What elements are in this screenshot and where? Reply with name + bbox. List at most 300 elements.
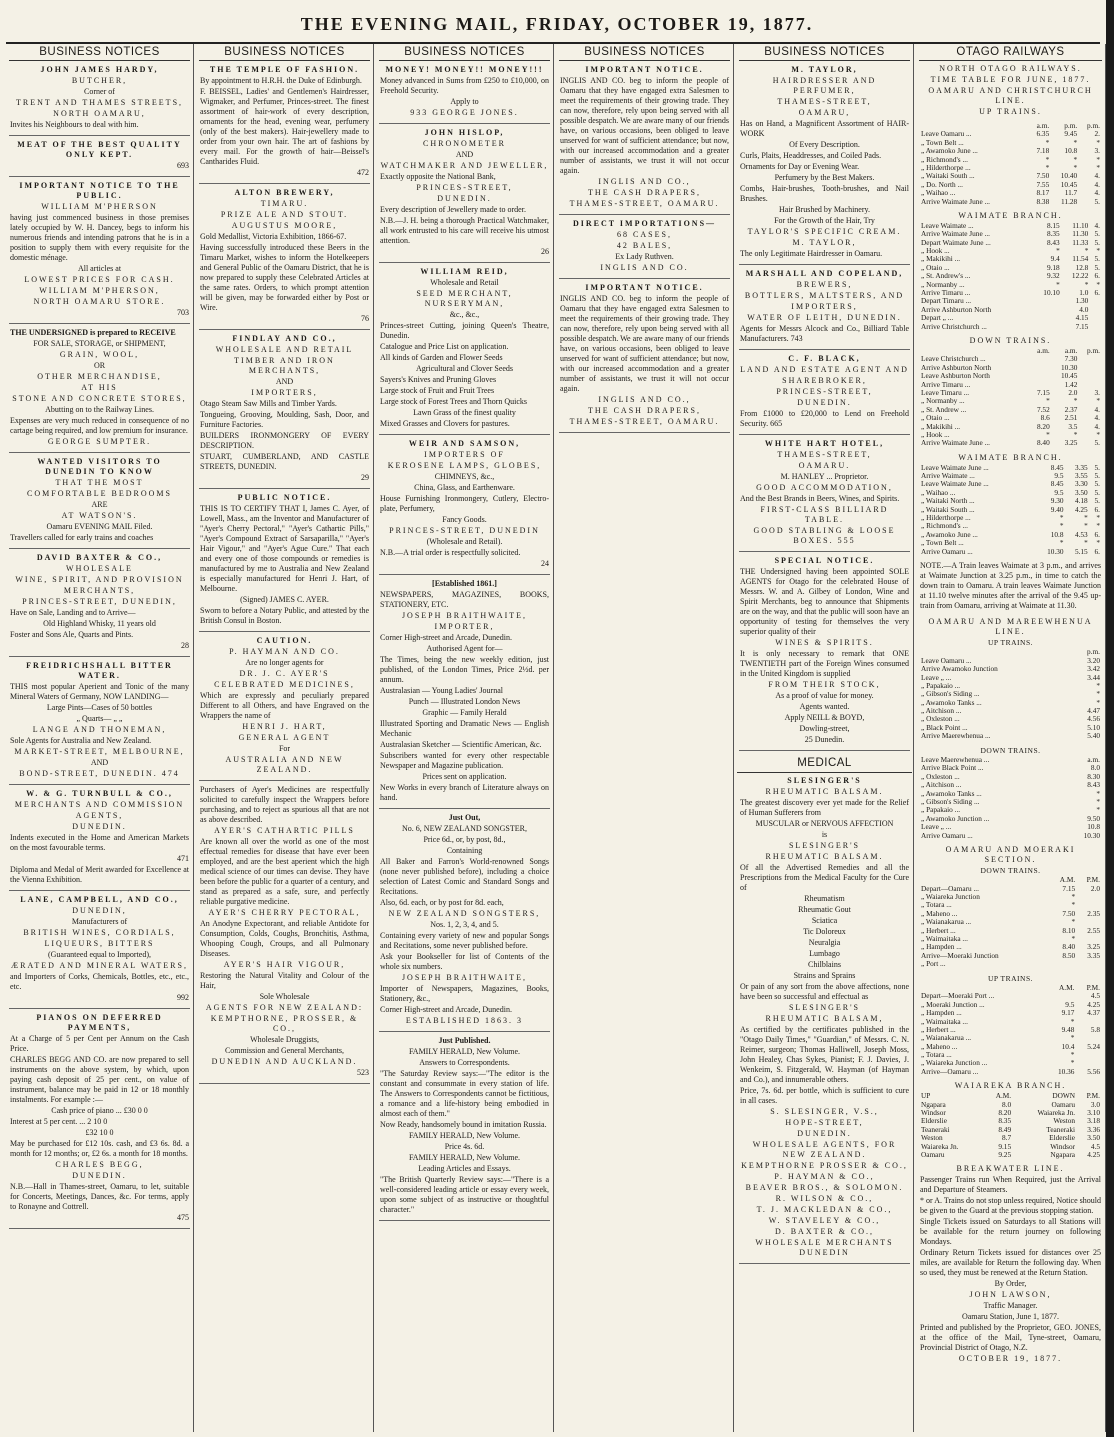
timetable-cell: Leave Oamaru ... [921, 129, 972, 139]
timetable-cell: 10.40 [1060, 171, 1078, 181]
timetable-cell: * [1071, 892, 1076, 902]
ad-line: THIS most popular Aperient and Tonic of the many Mineral Waters of Germany, NOW LANDING— [10, 682, 189, 701]
ad-line: Price, 7s. 6d. per bottle, which is sufficient to cure in all cases. [740, 1086, 909, 1106]
timetable-cell: 7.15 [1036, 387, 1050, 397]
section-heading: MEDICAL [737, 754, 912, 773]
timetable-cell: Arrive Black Point ... [921, 763, 984, 773]
timetable-cell: „ Waihao ... [921, 487, 956, 497]
timetable-cell: „ Papakaio ... [921, 805, 961, 815]
timetable-cell: 8.6 [1040, 413, 1050, 423]
timetable-cell: 3.42 [1087, 664, 1100, 674]
column-heading: BUSINESS NOTICES [9, 44, 190, 61]
timetable-title: DOWN TRAINS. [969, 335, 1052, 345]
timetable-row [920, 960, 1101, 968]
ad-line: JOSEPH BRAITHWAITE, [401, 611, 528, 620]
timetable-cell: Ngapara [921, 1099, 946, 1109]
advertisement [739, 61, 910, 265]
column-heading: BUSINESS NOTICES [559, 44, 730, 61]
timetable-cell: „ Hilderthorpe ... [921, 162, 971, 172]
timetable-cell: 9.18 [1046, 262, 1060, 272]
timetable-cell: * [1096, 396, 1100, 406]
timetable-cell [1032, 323, 1061, 331]
ad-line: and Importers of Corks, Chemicals, Bottles, etc., etc., etc. [10, 972, 189, 991]
ad-line: INGLIS AND CO., [598, 395, 691, 404]
ad-line: HOPE-STREET, [785, 1118, 864, 1128]
timetable-cell: * [1073, 396, 1078, 406]
timetable-cell: Teaneraki [1046, 1124, 1076, 1134]
timetable-cell: 10.4 [1061, 1041, 1075, 1051]
ad-line: PUBLIC NOTICE. [237, 493, 332, 502]
timetable-cell: Arrive Christchurch ... [921, 321, 987, 331]
ad-line: PRINCES-STREET, DUNEDIN, [22, 597, 177, 606]
timetable-cell: 8.45 [1050, 479, 1064, 489]
timetable-cell: 5. [1094, 471, 1100, 481]
advertisement [199, 61, 370, 184]
ad-line: PRIZE ALE AND STOUT. [220, 210, 349, 219]
timetable-cell [1078, 372, 1101, 380]
timetable-cell [1032, 306, 1061, 314]
ad-line: BUTCHER, [71, 76, 128, 85]
timetable-cell: Waiareka Jn. [921, 1141, 959, 1151]
ad-line: Graphic — Family Herald [422, 708, 507, 717]
ad-line: FROM THEIR STOCK, [768, 680, 881, 689]
timetable-cell: 9.15 [998, 1141, 1012, 1151]
timetable-note: NOTE.—A Train leaves Waimate at 3 p.m., and arrives at Waimate Junction at 3.25 p.m., in time to catch the down train to Oamaru. A train leaves Waimate Junction at 11.10 twelve minutes after the arrival of the 9.45 up-train from Oamaru, arriving at Waimate at 11.30. [920, 560, 1101, 610]
timetable-cell: 8.10 [1062, 925, 1076, 935]
column-1 [6, 44, 194, 1432]
ad-line: AGENTS, [75, 811, 124, 820]
masthead: THE EVENING MAIL, FRIDAY, OCTOBER 19, 1877. [300, 14, 814, 34]
ad-line: WHOLESALE AGENTS, FOR NEW ZEALAND. [752, 1140, 897, 1160]
ad-line: DUNEDIN. [437, 194, 492, 203]
page-edge [1106, 0, 1114, 1437]
ad-line: F. BEISSEL, Ladies' and Gentlemen's Hairdresser, Wigmaker, and Perfumer, Princes-street. The finest assortment of hair-work of every description, ornaments for the head, evening wear, perfumery (only of the best makers). Hair-jewellery made to order from your own hair. The art of fashions by every mail. For the growth of hair—Beissel's Cantharides Fluid. [200, 87, 369, 166]
timetable-cell: 11.28 [1061, 196, 1078, 206]
ad-line: Illustrated Sporting and Dramatic News — English Mechanic [380, 719, 549, 738]
ad-line: INGLIS AND CO. [600, 263, 689, 272]
timetable-cell: Oamaru [1051, 1099, 1076, 1109]
ad-line: WILLIAM REID, [420, 267, 509, 276]
ad-line: Exactly opposite the National Bank, [380, 172, 496, 181]
timetable-cell: 7.50 [1036, 171, 1050, 181]
advertisement [739, 350, 910, 435]
timetable-cell: 10.30 [1047, 546, 1064, 556]
timetable-row [920, 1068, 1101, 1076]
timetable-cell: 4. [1094, 404, 1100, 414]
timetable-cell: „ Town Belt ... [921, 538, 964, 548]
advertisement [9, 785, 190, 891]
timetable-cell: 6. [1094, 271, 1100, 281]
timetable-cell: 4.18 [1074, 496, 1088, 506]
timetable-cell: 2.55 [1087, 925, 1100, 935]
timetable-section [919, 558, 1102, 614]
timetable-cell: 10.36 [1058, 1066, 1075, 1076]
ad-line: CHARLES BEGG AND CO. are now prepared to sell instruments on the above system, by which, upon paying cash deposit of 25 per cent., on value of instrument, balance may be paid in 12 or 18 monthly instalments. For example :— [10, 1055, 189, 1104]
ad-line: WHITE HART HOTEL, [764, 439, 885, 448]
timetable-cell [1029, 355, 1051, 363]
ad-line: "The British Quarterly Review says:—"There is a well-considered leading article or essay every week, upon some subject of as instructive or thoughtful character." [380, 1175, 549, 1214]
ad-line: Gold Medallist, Victoria Exhibition, 1866-67. [200, 232, 347, 241]
timetable-cell: Elderslie [921, 1116, 947, 1126]
ad-line: 42 BALES, [616, 241, 673, 250]
ad-line: SLESINGER'S [787, 776, 862, 786]
timetable-cell: 5. [1094, 254, 1100, 264]
timetable-cell: Depart—Moeraki Port ... [921, 991, 995, 1001]
ad-line: ARE [91, 500, 108, 509]
timetable-cell: * [1096, 796, 1100, 806]
ad-line: S. SLESINGER, V.S., [770, 1107, 879, 1117]
ad-line: T. J. MACKLEDAN & CO., [756, 1205, 893, 1215]
ad-line: Are no longer agents for [245, 658, 324, 667]
timetable-cell: * [1084, 521, 1088, 531]
timetable-cell: 3.44 [1087, 672, 1100, 682]
timetable-cell: „ Maheno ... [921, 908, 958, 918]
timetable-section [919, 450, 1102, 558]
ad-line: Having successfully introduced these Beers in the Timaru Market, wishes to inform the Hotelkeepers and General Public of the Oamaru District, that he is now prepared to supply these Celebrated Articles at the same rates. Orders, to which prompt attention will be given, may be forwarded either by Post or Wire. [200, 243, 369, 312]
ad-line: An Anodyne Expectorant, and reliable Antidote for Consumption, Colds, Coughs, Bronchitis, Asthma, Whooping Cough, Croups, and all Pulmonary Diseases. [200, 919, 369, 958]
ad-line: IMPORTER, [434, 622, 495, 631]
timetable-cell: * [1059, 513, 1064, 523]
timetable-cell: 5. [1094, 479, 1100, 489]
timetable-cell: 4.25 [1074, 504, 1088, 514]
ad-line: 472 [357, 168, 369, 177]
timetable-cell: Weston [921, 1133, 943, 1143]
ad-line: HENRI J. HART, [242, 722, 327, 731]
timetable-cell: 9.45 [1064, 129, 1078, 139]
ad-line: DUNEDIN. [72, 822, 127, 831]
column-2 [196, 44, 374, 1432]
ad-line: INGLIS AND CO. beg to inform the people of Oamaru that they have engaged extra Salesmen to meet the requirements of their growing trade. They can now, therefore, rely upon being served with all possible despatch. We are aware many of our friends have, on various occasions, been obliged to leave unserved for want of sufficient attendance; but now, with our increased accommodation and a greater number of assistants, we trust it will not occur again. [560, 76, 729, 175]
timetable-cell: 8.35 [998, 1116, 1012, 1126]
ad-line: KEMPTHORNE, PROSSER, & CO., [210, 1014, 359, 1033]
timetable-cell: 3.25 [1087, 942, 1100, 952]
ad-line: Lumbago [809, 949, 840, 959]
timetable-cell: a.m. [1036, 121, 1050, 130]
timetable-cell: Waiareka Jn. [1037, 1108, 1076, 1118]
ad-line: WANTED VISITORS TO DUNEDIN TO KNOW [37, 457, 162, 476]
ad-line: TIMBER AND IRON MERCHANTS, [234, 356, 335, 375]
timetable-cell: 8.43 [1046, 237, 1060, 247]
ad-line: DUNEDIN AND AUCKLAND. [211, 1057, 358, 1066]
ad-line: Are known all over the world as one of the most effectual remedies for disease that have ever been employed, and are the best aperient which the high medical science of our times can devise. They have been before the public for a quarter of a century, and stand as prepared as a safe, sure, and perfectly reliable purgative medicine. [200, 837, 369, 906]
timetable-cell [1029, 372, 1051, 380]
timetable-cell: a.m. [1037, 345, 1050, 355]
timetable-cell: „ Gibson's Siding ... [921, 796, 980, 806]
timetable-cell: * [1096, 788, 1100, 798]
timetable-cell: „ Oxleston ... [921, 771, 960, 781]
timetable-cell: 8.45 [1050, 462, 1064, 472]
timetable-cell: 4. [1094, 171, 1100, 181]
ad-line: Diploma and Medal of Merit awarded for Excellence at the Vienna Exhibition. [10, 865, 189, 884]
ad-line: Nos. 1, 2, 3, 4, and 5. [430, 920, 499, 929]
advertisement [9, 324, 190, 453]
timetable-cell: 3.35 [1087, 950, 1100, 960]
ad-line: Rheumatic Gout [798, 905, 851, 915]
ad-line: 475 [177, 1213, 189, 1222]
ad-line: KEMPTHORNE PROSSER & CO., [741, 1161, 908, 1171]
timetable-cell: * [1070, 1033, 1075, 1043]
timetable-cell: 10.10 [1043, 288, 1060, 298]
ad-line: Price 4s. 6d. [444, 1142, 485, 1151]
timetable-cell: * [1059, 538, 1064, 548]
timetable-cell: 4.0 [1079, 304, 1089, 314]
timetable [920, 464, 1101, 556]
ad-line: The only Legitimate Hairdresser in Oamaru. [740, 249, 883, 258]
ad-line: Commission and General Merchants, [224, 1046, 345, 1055]
timetable-cell: 5.40 [1087, 731, 1100, 741]
column-5 [736, 44, 914, 1432]
ad-line: C. F. BLACK, [788, 354, 861, 363]
timetable-cell [1032, 297, 1061, 305]
ad-line: Otago Steam Saw Mills and Timber Yards. [200, 399, 337, 408]
advertisement [559, 215, 730, 279]
timetable-cell: 4. [1094, 188, 1100, 198]
ad-line: CAUTION. [256, 636, 313, 645]
timetable-cell: 4.37 [1087, 1008, 1100, 1018]
ad-line: THE CASH DRAPERS, [588, 188, 701, 197]
timetable-cell [1089, 297, 1101, 305]
timetable-cell: „ Waitaki North ... [921, 496, 975, 506]
timetable-cell: Depart—Oamaru ... [921, 883, 979, 893]
ad-line: JOHN JAMES HARDY, [40, 65, 159, 74]
timetable-cell: * [1056, 246, 1060, 256]
ad-line: PIANOS ON DEFERRED PAYMENTS, [36, 1013, 163, 1032]
timetable-subtitle: DOWN TRAINS. [980, 865, 1041, 875]
ad-line: 471 [177, 854, 189, 863]
timetable-subtitle: UP TRAINS. [987, 637, 1033, 647]
timetable-cell: 4.56 [1087, 714, 1100, 724]
timetable-note: Oamaru Station, June 1, 1877. [961, 1312, 1060, 1322]
timetable-cell: „ Do. North ... [921, 179, 963, 189]
timetable-cell: * [1071, 917, 1076, 927]
ad-line: All Baker and Farron's World-renowned Songs (none never published before), including a choice selection of Latest Comic and Standard Songs and Recitations. [380, 857, 549, 896]
timetable-cell: 8.35 [1046, 229, 1060, 239]
ad-line: R. WILSON & CO., [775, 1194, 874, 1204]
ad-line: Tic Doloreux [803, 927, 846, 937]
ad-line: Fancy Goods. [442, 515, 487, 524]
timetable-row [920, 439, 1101, 447]
timetable-cell: „ Totara ... [921, 1050, 952, 1060]
ad-line: Importer of Newspapers, Magazines, Books, Stationery, &c., [380, 984, 549, 1003]
ad-line: 29 [361, 473, 369, 482]
ad-line: JOSEPH BRAITHWAITE, [401, 973, 528, 982]
ad-line: FINDLAY AND CO., [232, 334, 337, 343]
timetable-cell: * [1073, 429, 1078, 439]
ad-line: 992 [177, 993, 189, 1002]
timetable-cell: * [1071, 900, 1076, 910]
timetable-cell: 2.0 [1068, 387, 1078, 397]
timetable-cell: 4.53 [1074, 529, 1088, 539]
ad-line: 933 GEORGE JONES. [410, 108, 519, 117]
timetable-cell: 9.32 [1046, 271, 1060, 281]
ad-line: Restoring the Natural Vitality and Colour of the Hair, [200, 971, 369, 990]
timetable-cell: 8.7 [1001, 1133, 1012, 1143]
ad-line: WILLIAM M'PHERSON [41, 202, 158, 211]
timetable-cell: 2.37 [1064, 404, 1078, 414]
timetable-note: Traffic Manager. [983, 1301, 1038, 1311]
timetable-cell: 8.40 [1036, 438, 1050, 448]
ad-line: LANGE AND THONEMAN, [32, 725, 167, 734]
ad-line: Tongueing, Grooving, Moulding, Sash, Door, and Furniture Factories. [200, 410, 369, 429]
timetable-cell: * [1096, 521, 1100, 531]
timetable-cell: * [1056, 279, 1060, 289]
ad-line: N.B.—J. H. being a thorough Practical Watchmaker, all work entrusted to his care will receive his utmost attention. [380, 216, 549, 245]
ad-line: MERCHANTS AND COMMISSION [14, 800, 185, 809]
timetable-cell: „ Waimaitaka ... [921, 934, 968, 944]
timetable-cell: 9.5 [1065, 999, 1075, 1009]
ad-line: GOOD STABLING & LOOSE BOXES. 555 [753, 526, 896, 545]
ad-line: Invites his Neighbours to deal with him. [10, 120, 139, 129]
ad-line: CHARLES BEGG, [55, 1160, 144, 1169]
timetable-cell: 10.8 [1087, 822, 1100, 832]
ad-line: AT HIS [81, 383, 118, 392]
ad-line: WEIR AND SAMSON, [408, 439, 521, 448]
timetable-cell: * [1096, 689, 1100, 699]
ad-line: OTHER MERCHANDISE, [37, 372, 162, 381]
timetable-cell: „ Waiareka Junction [921, 892, 980, 902]
timetable-cell [1078, 364, 1101, 372]
advertisement [379, 809, 550, 1032]
ad-line: OAMARU. [798, 461, 851, 470]
timetable-cell [1075, 1051, 1101, 1059]
ad-line: FAMILY HERALD, New Volume. [408, 1131, 521, 1140]
timetable-cell: Leave „ ... [921, 672, 952, 682]
timetable-cell: 8.15 [1046, 220, 1060, 230]
timetable-cell: * [1096, 162, 1100, 172]
advertisement [379, 435, 550, 575]
timetable-cell: 5.56 [1087, 1066, 1100, 1076]
timetable-cell: p.m. [1087, 121, 1100, 130]
ad-line: SPECIAL NOTICE. [774, 556, 875, 565]
timetable-cell: 8.40 [1062, 942, 1076, 952]
ad-line: Oamaru EVENING MAIL Filed. [46, 522, 153, 531]
ad-line: THE CASH DRAPERS, [588, 406, 701, 415]
advertisement [199, 781, 370, 1084]
timetable-cell: 4.5 [1090, 991, 1100, 1001]
column-heading: BUSINESS NOTICES [379, 44, 550, 61]
ad-line: DR. J. C. AYER'S [239, 669, 330, 678]
timetable-note: Single Tickets issued on Saturdays to all Stations will be available for the return journey on following Mondays. [920, 1217, 1101, 1247]
ad-line: MERCHANTS, [63, 586, 136, 595]
ad-line: THIS IS TO CERTIFY THAT I, James C. Ayer, of Lowell, Mass., am the Inventor and Manufacturer of "Ayer's Cherry Pectoral," "Ayer's Cathartic Pills," "Ayer's Compound Extract of Sarsaparilla," "Ayer's Hair Vigour," and "Ayer's Ague Cure." That each and every one of those compounds or remedies is manufactured by me to Australia and New Zealand is especially manufactured for Henri J. Hart, of Melbourne. [200, 504, 369, 593]
timetable-cell: * [1045, 137, 1050, 147]
timetable-cell: 5.10 [1087, 722, 1100, 732]
ad-line: All kinds of Garden and Flower Seeds [380, 353, 503, 362]
ad-line: Just Published. [438, 1036, 491, 1045]
timetable-cell: „ Waimaitaka ... [921, 1016, 968, 1026]
timetable-cell: * [1096, 154, 1100, 164]
ad-line: ALTON BREWERY, [234, 188, 335, 197]
ad-line: KEROSENE LAMPS, GLOBES, [387, 461, 542, 470]
ad-line: JOHN HISLOP, [424, 128, 505, 137]
ad-line: Foster and Sons Ale, Quarts and Pints. [10, 630, 134, 639]
timetable-cell: Weston [1053, 1116, 1076, 1126]
ad-line: AYER'S CHERRY PECTORAL, [208, 908, 361, 917]
ad-line: INGLIS AND CO. beg to inform the people of Oamaru that they have engaged extra Salesmen to meet the requirements of their growing trade. They can now, therefore, rely upon being served with all possible despatch. We are aware many of our friends have, on various occasions, been obliged to leave unserved for want of sufficient attendance; but now, with our increased accommodation and a greater number of assistants, we trust it will not occur again. [560, 294, 729, 393]
timetable-cell: A.M. [1059, 982, 1075, 992]
timetable-cell: * [1096, 680, 1100, 690]
ad-line: (Signed) JAMES C. AYER. [240, 595, 329, 604]
ad-line: IMPORTERS, [251, 388, 318, 397]
timetable-cell: * [1096, 429, 1100, 439]
timetable-cell: 4.25 [1087, 999, 1100, 1009]
timetable-cell: * [1096, 279, 1100, 289]
ad-line: CHRONOMETER [423, 139, 506, 148]
timetable-cell: „ Aitchison ... [921, 780, 962, 790]
timetable-cell: „ Hampden ... [921, 1008, 962, 1018]
ad-line: ESTABLISHED 1863. 3 [405, 1016, 524, 1025]
advertisement [9, 549, 190, 657]
timetable-cell: Arrive Maerewhenua ... [921, 731, 991, 741]
ad-line: AYER'S CATHARTIC PILLS [214, 826, 355, 835]
timetable-row [920, 548, 1101, 556]
timetable-title: WAIMATE BRANCH. [958, 452, 1063, 462]
timetable-cell [1076, 960, 1101, 968]
ad-line: 68 CASES, [617, 230, 672, 239]
timetable [920, 648, 1101, 740]
timetable-cell: „ Hampden ... [921, 942, 962, 952]
ad-line: MONEY! MONEY!! MONEY!!! [385, 65, 544, 74]
timetable-row [920, 732, 1101, 740]
advertisement [9, 1009, 190, 1229]
ad-line: All articles at [77, 264, 122, 273]
ad-line: IMPORTANT NOTICE. [585, 65, 704, 74]
timetable-cell: Arrive Waimate June ... [921, 196, 990, 206]
timetable-cell: * [1096, 805, 1100, 815]
ad-line: LIQUEURS, BITTERS [44, 939, 155, 948]
ad-line: AYER'S HAIR VIGOUR, [223, 960, 346, 969]
timetable-cell: Arrive Oamaru ... [921, 830, 973, 840]
timetable-cell: 3.18 [1087, 1116, 1100, 1126]
ad-line: GOOD ACCOMMODATION, [756, 483, 893, 492]
timetable-cell: 6.35 [1036, 129, 1050, 139]
ad-line: Sole Agents for Australia and New Zealand. [10, 736, 152, 745]
timetable-note: By Order, [994, 1279, 1027, 1289]
ad-line: Combs, Hair-brushes, Tooth-brushes, and Nail Brushes. [740, 184, 909, 203]
ad-line: THAMES-STREET, OAMARU. [569, 417, 720, 426]
timetable-cell: „ Aitchison ... [921, 706, 962, 716]
timetable-cell: * [1096, 246, 1100, 256]
ad-line: (Guaranteed equal to Imported), [47, 950, 152, 959]
ad-line: DIRECT IMPORTATIONS— [572, 219, 717, 228]
timetable-cell: * [1070, 1016, 1075, 1026]
timetable-cell: 10.45 [1061, 371, 1078, 381]
ad-line: Princes-street Cutting, joining Queen's Theatre, Dunedin. [380, 321, 549, 340]
ad-line: Now Ready, handsomely bound in imitation Russia. [380, 1120, 547, 1129]
timetable-cell: 9.17 [1061, 1008, 1075, 1018]
ad-line: N.B.—Hall in Thames-street, Oamaru, to let, suitable for Concerts, Meetings, Dances, &c. For terms, apply to Ronayne and Cottrell. [10, 1182, 189, 1211]
ad-line: (Wholesale and Retail). [426, 537, 503, 546]
ad-line: SHAREBROKER, [782, 376, 867, 385]
timetable-section [919, 120, 1102, 208]
ad-line: China, Glass, and Earthenware. [414, 483, 515, 492]
timetable-cell: 8.50 [1062, 950, 1076, 960]
ad-line: Agents wanted. [799, 702, 850, 711]
timetable-cell: „ Hook ... [921, 246, 950, 256]
ad-line: LANE, CAMPBELL, AND CO., [20, 895, 179, 904]
timetable-cell: 2.35 [1087, 908, 1100, 918]
ad-line: Curls, Plaits, Headdresses, and Coiled Pads. [740, 151, 882, 160]
timetable-cell: 3. [1094, 387, 1100, 397]
timetable-cell: P.M. [1086, 1091, 1100, 1101]
timetable-cell: 9.5 [1054, 487, 1064, 497]
ad-line: Australasian Sketcher — Scientific American, &c. [380, 740, 542, 749]
ad-line: THE Undersigned having been appointed SOLE AGENTS for Otago for the celebrated House of Messrs. W. and A. Gilbey of London, Wine and Spirit Merchants, beg to announce that Shipments are on the way, and that the public will soon have an opportunity of testing for themselves the very superior quality of their [740, 567, 909, 636]
timetable-cell: „ Waitaki South ... [921, 504, 975, 514]
ad-line: Abutting on to the Railway Lines. [45, 405, 154, 414]
timetable-cell: 12.8 [1075, 262, 1089, 272]
timetable-cell: Arrive Awamoko Junction [921, 664, 998, 674]
